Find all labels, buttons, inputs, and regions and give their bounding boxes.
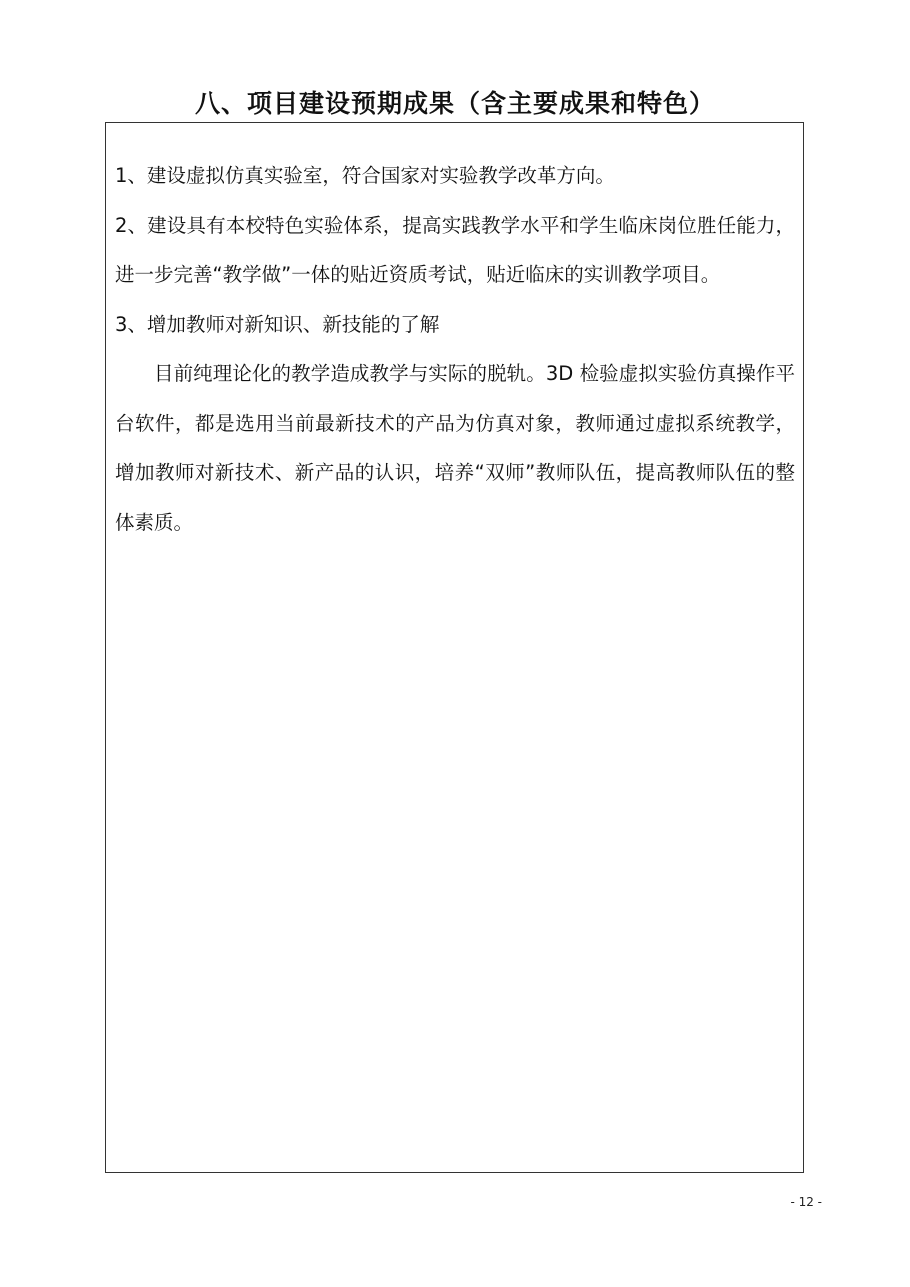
paragraph-item-2: 2、建设具有本校特色实验体系，提高实践教学水平和学生临床岗位胜任能力，进一步完善“教学做”一体的贴近资质考试，贴近临床的实训教学项目。 [115, 213, 795, 286]
page-number: - 12 - [790, 1195, 822, 1209]
paragraph-body: 目前纯理论化的教学造成教学与实际的脱轨。3D 检验虚拟实验仿真操作平台软件，都是选用当前最新技术的产品为仿真对象，教师通过虚拟系统教学，增加教师对新技术、新产品的认识，培养“双师”教师队伍，提高教师队伍的整体素质。 [115, 362, 795, 534]
page-title: 八、项目建设预期成果（含主要成果和特色） [194, 89, 715, 118]
paragraph-item-3: 3、增加教师对新知识、新技能的了解 [115, 312, 440, 336]
content-box [105, 122, 804, 1173]
paragraph-item-1: 1、建设虚拟仿真实验室，符合国家对实验教学改革方向。 [115, 164, 615, 187]
content-body [115, 151, 795, 547]
